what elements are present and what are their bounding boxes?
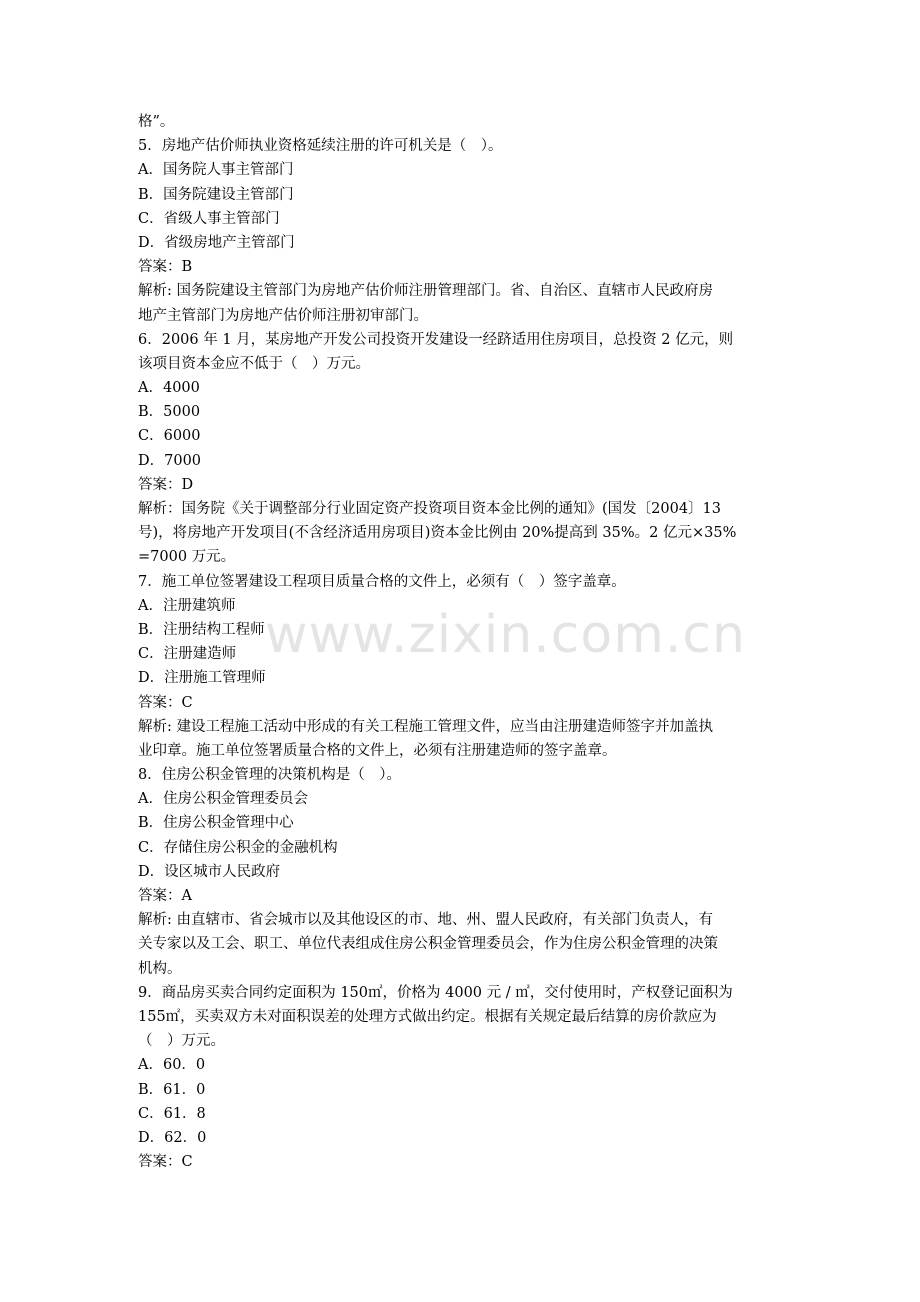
option-b: B．注册结构工程师 [138,621,265,638]
explanation: 关专家以及工会、职工、单位代表组成住房公积金管理委员会，作为住房公积金管理的决策 [138,936,718,953]
answer: 答案：B [138,259,193,276]
answer: 答案：A [138,888,192,904]
explanation: 机构。 [138,960,182,977]
answer: 答案：D [138,476,194,493]
explanation: 解析: 国务院建设主管部门为房地产估价师注册管理部门。省、自治区、直辖市人民政府房 [138,283,713,300]
option-b: B．61．0 [138,1081,206,1098]
watermark: www.zixin.com.cn [265,605,746,665]
answer: 答案：C [138,694,193,711]
explanation: 地产主管部门为房地产估价师注册初审部门。 [138,307,428,324]
option-d: D．62．0 [138,1129,207,1146]
question-7: 7．施工单位签署建设工程项目质量合格的文件上，必须有（ ）签字盖章。 [138,573,626,590]
explanation: 解析: 由直辖市、省会城市以及其他设区的市、地、州、盟人民政府，有关部门负责人，有 [138,912,713,929]
explanation: 解析：国务院《关于调整部分行业固定资产投资项目资本金比例的通知》(国发〔2004〕13 [138,501,722,517]
option-a: A．住房公积金管理委员会 [138,791,308,808]
option-d: D．省级房地产主管部门 [138,234,295,251]
option-b: B．国务院建设主管部门 [138,186,294,203]
option-c: C．省级人事主管部门 [138,210,280,227]
explanation: 业印章。施工单位签署质量合格的文件上，必须有注册建造师的签字盖章。 [138,742,617,759]
option-d: D．注册施工管理师 [138,670,266,687]
option-a: A．注册建筑师 [138,597,236,614]
option-a: A．4000 [138,380,200,397]
option-d: D．设区城市人民政府 [138,863,281,880]
question-9: 155㎡，买卖双方未对面积误差的处理方式做出约定。根据有关规定最后结算的房价款应为 [138,1008,717,1025]
explanation: 号)，将房地产开发项目(不含经济适用房项目)资本金比例由 20%提高到 35%。2 亿元×35% [138,525,737,542]
text-line: 格”。 [138,114,175,130]
question-9: （ ）万元。 [138,1033,225,1050]
option-a: A．国务院人事主管部门 [138,162,294,179]
question-5: 5．房地产估价师执业资格延续注册的许可机关是（ ）。 [138,138,503,155]
question-6: 该项目资本金应不低于（ ）万元。 [138,355,370,372]
question-8: 8．住房公积金管理的决策机构是（ ）。 [138,767,401,784]
option-c: C．存储住房公积金的金融机构 [138,839,338,856]
option-a: A．60．0 [138,1057,206,1074]
option-d: D．7000 [138,452,202,469]
document-page [138,110,784,1174]
answer: 答案：C [138,1154,193,1171]
option-b: B．住房公积金管理中心 [138,815,294,832]
explanation: =7000 万元。 [138,549,236,566]
explanation: 解析: 建设工程施工活动中形成的有关工程施工管理文件，应当由注册建造师签字并加盖执 [138,718,713,735]
option-c: C．61．8 [138,1105,206,1122]
question-9: 9．商品房买卖合同约定面积为 150㎡，价格为 4000 元 / ㎡，交付使用时，产权登记面积为 [138,984,733,1001]
option-c: C．6000 [138,428,201,445]
question-6: 6．2006 年 1 月，某房地产开发公司投资开发建设一经跻适用住房项目，总投资 2 亿元，则 [138,331,734,348]
option-c: C．注册建造师 [138,646,237,663]
option-b: B．5000 [138,404,201,421]
